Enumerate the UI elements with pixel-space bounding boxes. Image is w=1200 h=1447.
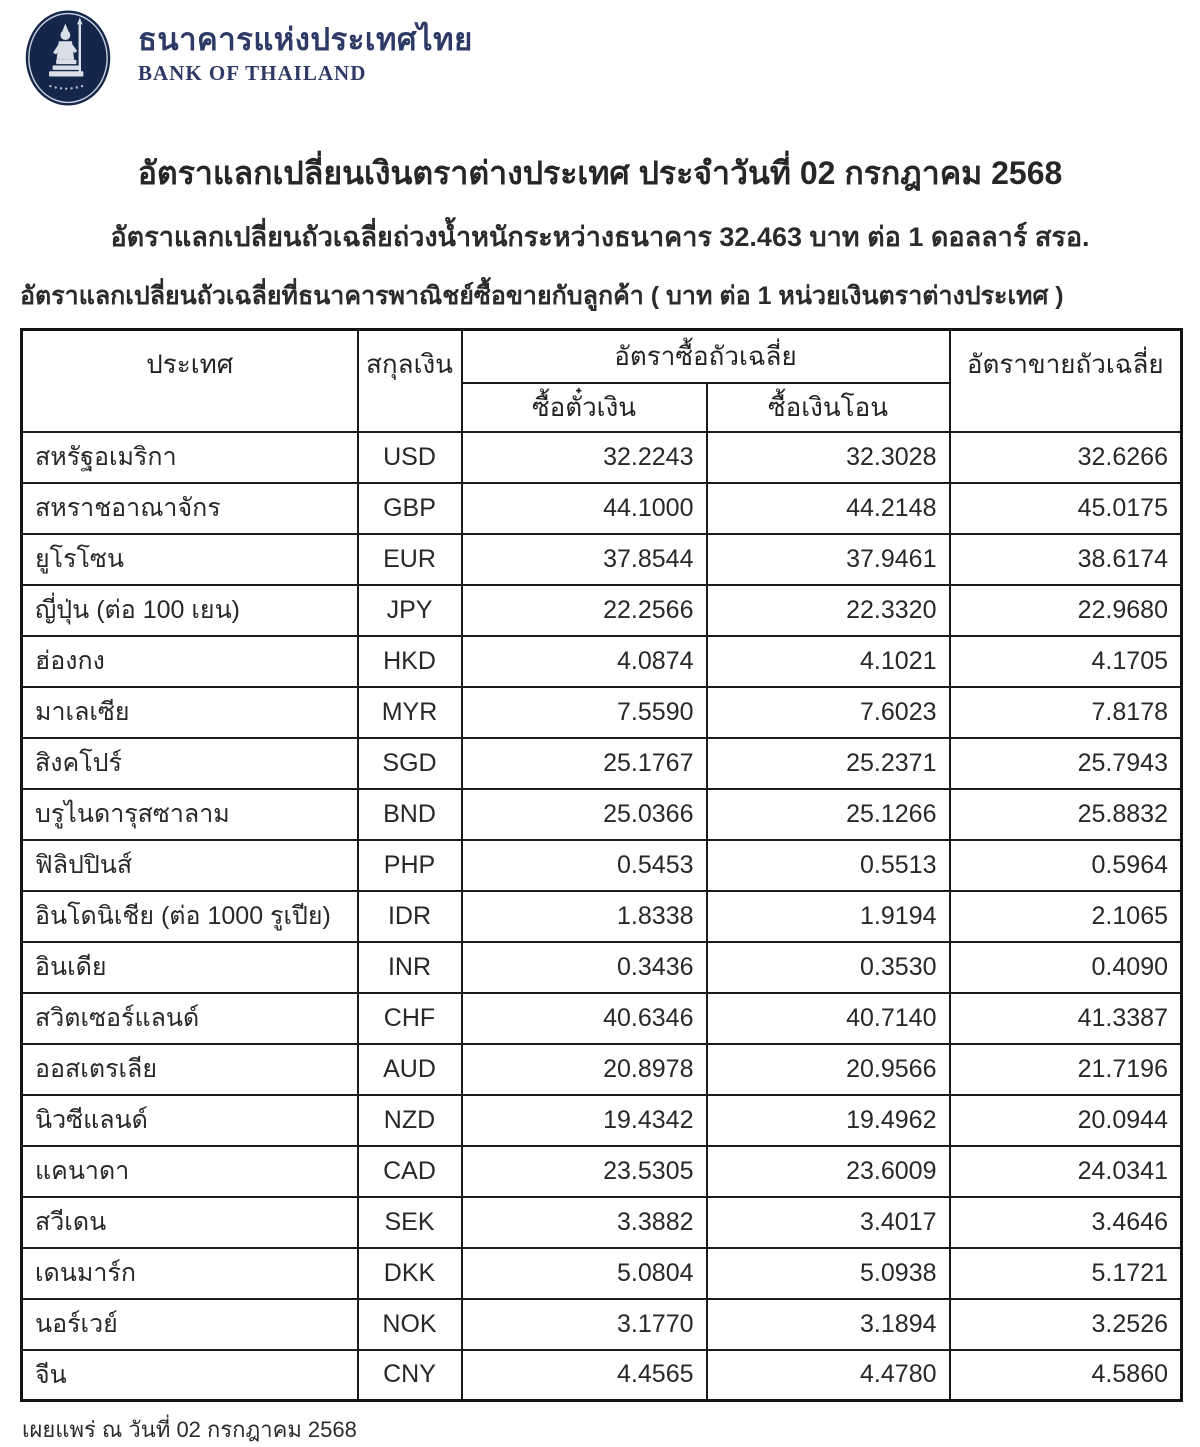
buying-transfer-cell: 32.3028 [707,432,950,483]
buying-transfer-cell: 25.1266 [707,789,950,840]
buying-sight-bill-cell: 0.3436 [462,942,707,993]
buying-transfer-cell: 23.6009 [707,1146,950,1197]
country-cell: อินเดีย [22,942,358,993]
currency-code-cell: BND [358,789,462,840]
selling-cell: 24.0341 [950,1146,1182,1197]
currency-code-cell: CHF [358,993,462,1044]
brand-text-block [138,8,473,86]
selling-cell: 3.2526 [950,1299,1182,1350]
buying-transfer-cell: 37.9461 [707,534,950,585]
selling-cell: 25.7943 [950,738,1182,789]
buying-sight-bill-cell: 7.5590 [462,687,707,738]
country-cell: สวิตเซอร์แลนด์ [22,993,358,1044]
rate-row [22,1299,1182,1350]
selling-cell: 45.0175 [950,483,1182,534]
header-country: ประเทศ [22,330,358,432]
buying-sight-bill-cell: 37.8544 [462,534,707,585]
header-buying-transfer: ซื้อเงินโอน [707,383,950,432]
header-selling: อัตราขายถัวเฉลี่ย [950,330,1182,432]
buying-transfer-cell: 19.4962 [707,1095,950,1146]
buying-sight-bill-cell: 4.0874 [462,636,707,687]
currency-code-cell: HKD [358,636,462,687]
org-name-english: BANK OF THAILAND [138,60,367,85]
buying-sight-bill-cell: 22.2566 [462,585,707,636]
buying-transfer-cell: 7.6023 [707,687,950,738]
selling-cell: 5.1721 [950,1248,1182,1299]
selling-cell: 20.0944 [950,1095,1182,1146]
rate-row [22,636,1182,687]
rate-row [22,585,1182,636]
rate-row [22,1095,1182,1146]
buying-sight-bill-cell: 40.6346 [462,993,707,1044]
country-cell: ฮ่องกง [22,636,358,687]
country-cell: นิวซีแลนด์ [22,1095,358,1146]
buying-transfer-cell: 25.2371 [707,738,950,789]
currency-code-cell: INR [358,942,462,993]
buying-sight-bill-cell: 0.5453 [462,840,707,891]
selling-cell: 38.6174 [950,534,1182,585]
buying-sight-bill-cell: 5.0804 [462,1248,707,1299]
selling-cell: 25.8832 [950,789,1182,840]
bank-of-thailand-emblem-icon [24,8,112,108]
header-buying-group: อัตราซื้อถัวเฉลี่ย [462,330,950,383]
org-name-thai: ธนาคารแห่งประเทศไทย [138,22,473,57]
buying-transfer-cell: 0.3530 [707,942,950,993]
currency-code-cell: AUD [358,1044,462,1095]
header-currency: สกุลเงิน [358,330,462,432]
country-cell: ญี่ปุ่น (ต่อ 100 เยน) [22,585,358,636]
country-cell: สวีเดน [22,1197,358,1248]
buying-transfer-cell: 40.7140 [707,993,950,1044]
buying-sight-bill-cell: 25.0366 [462,789,707,840]
rate-row [22,483,1182,534]
country-cell: ออสเตรเลีย [22,1044,358,1095]
rate-row [22,687,1182,738]
currency-code-cell: CAD [358,1146,462,1197]
rate-row [22,534,1182,585]
country-cell: สิงคโปร์ [22,738,358,789]
buying-transfer-cell: 4.4780 [707,1350,950,1401]
rate-row [22,432,1182,483]
rate-row [22,993,1182,1044]
rate-row [22,789,1182,840]
buying-sight-bill-cell: 19.4342 [462,1095,707,1146]
rates-tbody [22,432,1182,1401]
rate-row [22,1044,1182,1095]
buying-transfer-cell: 3.1894 [707,1299,950,1350]
buying-transfer-cell: 4.1021 [707,636,950,687]
customer-rate-note: อัตราแลกเปลี่ยนถัวเฉลี่ยที่ธนาคารพาณิชย์ซื้อขายกับลูกค้า ( บาท ต่อ 1 หน่วยเงินตราต่างประเทศ ) [20,282,1064,310]
buying-sight-bill-cell: 3.3882 [462,1197,707,1248]
country-cell: สหราชอาณาจักร [22,483,358,534]
country-cell: ฟิลิปปินส์ [22,840,358,891]
buying-transfer-cell: 1.9194 [707,891,950,942]
buying-sight-bill-cell: 23.5305 [462,1146,707,1197]
country-cell: อินโดนิเชีย (ต่อ 1000 รูเปีย) [22,891,358,942]
selling-cell: 32.6266 [950,432,1182,483]
currency-code-cell: SEK [358,1197,462,1248]
rate-row [22,1146,1182,1197]
rate-row [22,1197,1182,1248]
rate-row [22,738,1182,789]
buying-transfer-cell: 22.3320 [707,585,950,636]
exchange-rates-table [20,328,1183,1402]
currency-code-cell: NZD [358,1095,462,1146]
country-cell: มาเลเซีย [22,687,358,738]
header-buying-sight-bill: ซื้อตั๋วเงิน [462,383,707,432]
buying-sight-bill-cell: 1.8338 [462,891,707,942]
selling-cell: 0.5964 [950,840,1182,891]
rate-row [22,1248,1182,1299]
currency-code-cell: MYR [358,687,462,738]
country-cell: สหรัฐอเมริกา [22,432,358,483]
selling-cell: 0.4090 [950,942,1182,993]
buying-sight-bill-cell: 32.2243 [462,432,707,483]
currency-code-cell: PHP [358,840,462,891]
selling-cell: 4.1705 [950,636,1182,687]
country-cell: นอร์เวย์ [22,1299,358,1350]
country-cell: จีน [22,1350,358,1401]
rate-row [22,942,1182,993]
buying-transfer-cell: 20.9566 [707,1044,950,1095]
currency-code-cell: EUR [358,534,462,585]
buying-sight-bill-cell: 3.1770 [462,1299,707,1350]
buying-sight-bill-cell: 20.8978 [462,1044,707,1095]
buying-sight-bill-cell: 44.1000 [462,483,707,534]
brand-header [0,0,1200,118]
country-cell: ยูโรโซน [22,534,358,585]
selling-cell: 41.3387 [950,993,1182,1044]
currency-code-cell: DKK [358,1248,462,1299]
published-date-footer: เผยแพร่ ณ วันที่ 02 กรกฎาคม 2568 [22,1417,357,1442]
buying-transfer-cell: 44.2148 [707,483,950,534]
buying-transfer-cell: 5.0938 [707,1248,950,1299]
selling-cell: 2.1065 [950,891,1182,942]
currency-code-cell: SGD [358,738,462,789]
rate-row [22,840,1182,891]
buying-sight-bill-cell: 25.1767 [462,738,707,789]
selling-cell: 7.8178 [950,687,1182,738]
country-cell: เดนมาร์ก [22,1248,358,1299]
country-cell: แคนาดา [22,1146,358,1197]
country-cell: บรูไนดารุสซาลาม [22,789,358,840]
currency-code-cell: IDR [358,891,462,942]
currency-code-cell: NOK [358,1299,462,1350]
currency-code-cell: GBP [358,483,462,534]
selling-cell: 22.9680 [950,585,1182,636]
currency-code-cell: USD [358,432,462,483]
selling-cell: 3.4646 [950,1197,1182,1248]
selling-cell: 4.5860 [950,1350,1182,1401]
currency-code-cell: CNY [358,1350,462,1401]
buying-sight-bill-cell: 4.4565 [462,1350,707,1401]
page-title: อัตราแลกเปลี่ยนเงินตราต่างประเทศ ประจำวันที่ 02 กรกฎาคม 2568 [137,155,1063,191]
buying-transfer-cell: 0.5513 [707,840,950,891]
selling-cell: 21.7196 [950,1044,1182,1095]
table-header [22,330,1182,432]
rate-row [22,1350,1182,1401]
interbank-rate-subtitle: อัตราแลกเปลี่ยนถัวเฉลี่ยถ่วงน้ำหนักระหว่างธนาคาร 32.463 บาท ต่อ 1 ดอลลาร์ สรอ. [110,222,1090,252]
currency-code-cell: JPY [358,585,462,636]
buying-transfer-cell: 3.4017 [707,1197,950,1248]
rate-row [22,891,1182,942]
